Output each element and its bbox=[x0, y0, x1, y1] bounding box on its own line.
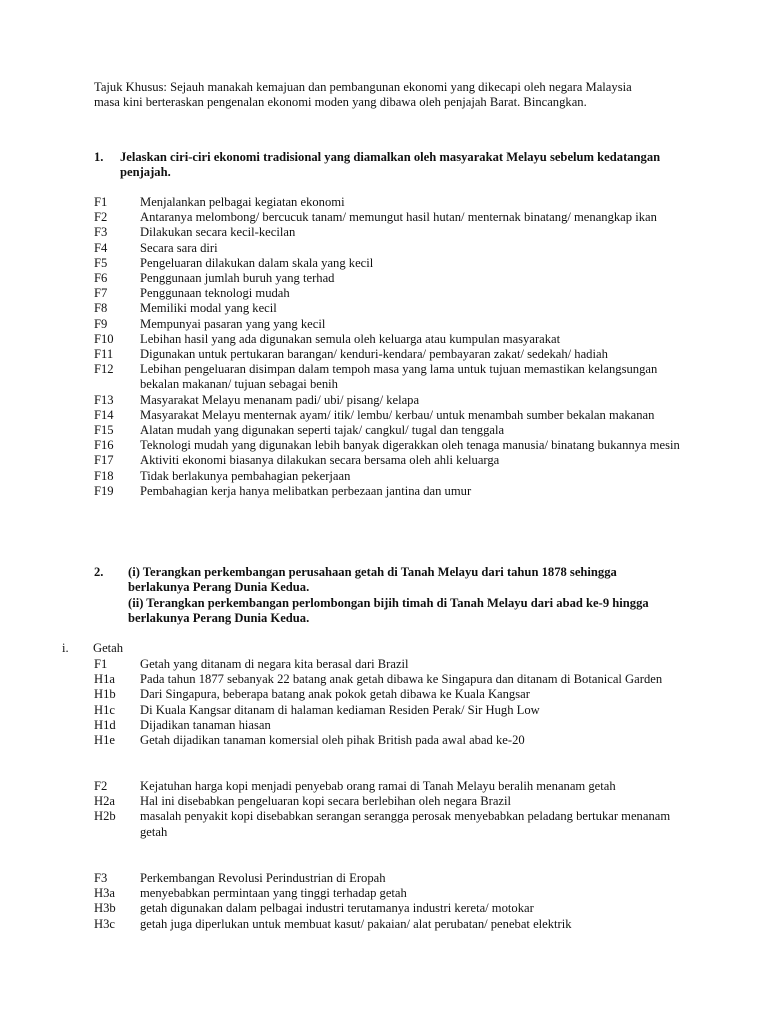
question-1-points bbox=[94, 195, 694, 499]
list-item bbox=[94, 794, 694, 809]
question-2-part-ii: (ii) Terangkan perkembangan perlombongan bijih timah di Tanah Melayu dari abad ke-9 hingga berlakunya Perang Dunia Kedua. bbox=[128, 596, 649, 626]
item-text: Alatan mudah yang digunakan seperti tajak/ cangkul/ tugal dan tenggala bbox=[140, 423, 505, 438]
item-code: H3c bbox=[94, 916, 115, 931]
item-code: F2 bbox=[94, 210, 108, 225]
getah-group-1 bbox=[94, 657, 694, 748]
item-code: F5 bbox=[94, 255, 108, 270]
list-item bbox=[94, 809, 694, 839]
item-text: Teknologi mudah yang digunakan lebih banyak digerakkan oleh tenaga manusia/ binatang bukannya mesin bbox=[140, 438, 680, 453]
list-item bbox=[94, 871, 694, 886]
item-code: F16 bbox=[94, 438, 114, 453]
list-item bbox=[94, 347, 694, 362]
list-item bbox=[94, 408, 694, 423]
item-code: F6 bbox=[94, 271, 108, 286]
item-text: Lebihan pengeluaran disimpan dalam tempoh masa yang lama untuk tujuan memastikan kelangsungan bekalan makanan/ tujuan sebagai benih bbox=[140, 362, 658, 392]
item-text: Pembahagian kerja hanya melibatkan perbezaan jantina dan umur bbox=[140, 483, 472, 498]
item-text: Dari Singapura, beberapa batang anak pokok getah dibawa ke Kuala Kangsar bbox=[140, 687, 530, 702]
item-code: F1 bbox=[94, 195, 108, 209]
item-code: H1e bbox=[94, 733, 115, 748]
item-text: Mempunyai pasaran yang yang kecil bbox=[140, 316, 326, 331]
item-text: Hal ini disebabkan pengeluaran kopi secara berlebihan oleh negara Brazil bbox=[140, 794, 512, 809]
item-text: Perkembangan Revolusi Perindustrian di Eropah bbox=[140, 871, 386, 885]
list-item bbox=[94, 672, 694, 687]
item-text: Penggunaan teknologi mudah bbox=[140, 286, 290, 301]
item-code: H2a bbox=[94, 794, 115, 809]
list-item bbox=[94, 886, 694, 901]
item-code: F17 bbox=[94, 453, 114, 468]
item-text: Dijadikan tanaman hiasan bbox=[140, 717, 271, 732]
item-code: H2b bbox=[94, 809, 116, 824]
item-text: Penggunaan jumlah buruh yang terhad bbox=[140, 271, 335, 286]
section-i-roman: i. bbox=[62, 641, 69, 655]
item-code: F19 bbox=[94, 483, 114, 498]
item-text: Pengeluaran dilakukan dalam skala yang kecil bbox=[140, 255, 374, 270]
item-text: Menjalankan pelbagai kegiatan ekonomi bbox=[140, 195, 345, 209]
list-item bbox=[94, 438, 694, 453]
item-code: F14 bbox=[94, 407, 114, 422]
item-code: F15 bbox=[94, 423, 114, 438]
item-code: F11 bbox=[94, 347, 114, 362]
question-1-number: 1. bbox=[94, 150, 104, 164]
list-item bbox=[94, 718, 694, 733]
item-text: Masyarakat Melayu menanam padi/ ubi/ pisang/ kelapa bbox=[140, 392, 420, 407]
list-item bbox=[94, 241, 694, 256]
item-code: H1c bbox=[94, 702, 115, 717]
item-code: F3 bbox=[94, 225, 108, 240]
section-i-title: Getah bbox=[93, 641, 124, 655]
item-code: F8 bbox=[94, 301, 108, 316]
question-2-number: 2. bbox=[94, 565, 104, 579]
item-text: Tidak berlakunya pembahagian pekerjaan bbox=[140, 468, 351, 483]
item-code: H1d bbox=[94, 717, 116, 732]
item-text: Kejatuhan harga kopi menjadi penyebab orang ramai di Tanah Melayu beralih menanam getah bbox=[140, 779, 616, 793]
item-text: Lebihan hasil yang ada digunakan semula oleh keluarga atau kumpulan masyarakat bbox=[140, 331, 561, 346]
list-item bbox=[94, 225, 694, 240]
item-text: masalah penyakit kopi disebabkan serangan serangga perosak menyebabkan peladang bertukar menanam getah bbox=[140, 809, 671, 839]
item-code: F9 bbox=[94, 316, 108, 331]
item-code: F7 bbox=[94, 286, 108, 301]
item-text: menyebabkan permintaan yang tinggi terhadap getah bbox=[140, 886, 407, 901]
item-text: Digunakan untuk pertukaran barangan/ kenduri-kendara/ pembayaran zakat/ sedekah/ hadiah bbox=[140, 347, 608, 362]
list-item bbox=[94, 271, 694, 286]
item-code: H3a bbox=[94, 886, 115, 901]
list-item bbox=[94, 393, 694, 408]
question-2-part-i: (i) Terangkan perkembangan perusahaan getah di Tanah Melayu dari tahun 1878 sehingga berlakunya Perang Dunia Kedua. bbox=[128, 565, 617, 595]
item-code: F3 bbox=[94, 871, 108, 885]
item-code: H1a bbox=[94, 672, 115, 687]
item-code: H3b bbox=[94, 901, 116, 916]
item-text: getah juga diperlukan untuk membuat kasut/ pakaian/ alat perubatan/ penebat elektrik bbox=[140, 916, 572, 931]
list-item bbox=[94, 332, 694, 347]
list-item bbox=[94, 917, 694, 932]
item-text: Di Kuala Kangsar ditanam di halaman kediaman Residen Perak/ Sir Hugh Low bbox=[140, 702, 540, 717]
item-code: F10 bbox=[94, 331, 114, 346]
item-text: Memiliki modal yang kecil bbox=[140, 301, 277, 316]
list-item bbox=[94, 256, 694, 271]
item-text: Dilakukan secara kecil-kecilan bbox=[140, 225, 296, 240]
list-item bbox=[94, 657, 694, 672]
list-item bbox=[94, 301, 694, 316]
item-text: Getah dijadikan tanaman komersial oleh pihak British pada awal abad ke-20 bbox=[140, 733, 525, 748]
list-item bbox=[94, 733, 694, 748]
item-text: Masyarakat Melayu menternak ayam/ itik/ lembu/ kerbau/ untuk menambah sumber bekalan makanan bbox=[140, 407, 655, 422]
list-item bbox=[94, 317, 694, 332]
list-item bbox=[94, 703, 694, 718]
question-1-text: Jelaskan ciri-ciri ekonomi tradisional yang diamalkan oleh masyarakat Melayu sebelum kedatangan penjajah. bbox=[120, 150, 661, 180]
list-item bbox=[94, 469, 694, 484]
item-code: F12 bbox=[94, 362, 114, 377]
question-1 bbox=[94, 150, 694, 182]
item-code: F2 bbox=[94, 779, 108, 793]
list-item bbox=[94, 453, 694, 468]
item-code: F18 bbox=[94, 468, 114, 483]
list-item bbox=[94, 423, 694, 438]
list-item bbox=[94, 901, 694, 916]
list-item bbox=[94, 362, 694, 392]
item-code: F4 bbox=[94, 240, 108, 255]
item-code: F1 bbox=[94, 657, 108, 671]
list-item bbox=[94, 286, 694, 301]
topic-paragraph: Tajuk Khusus: Sejauh manakah kemajuan dan pembangunan ekonomi yang dikecapi oleh negara Malaysia masa kini berteraskan pengenalan ekonomi moden yang dibawa oleh penjajah Barat. Bincangkan. bbox=[94, 80, 632, 110]
list-item bbox=[94, 779, 694, 794]
item-text: Getah yang ditanam di negara kita berasal dari Brazil bbox=[140, 657, 409, 671]
item-text: Secara sara diri bbox=[140, 240, 218, 255]
getah-group-3 bbox=[94, 871, 694, 932]
item-text: Antaranya melombong/ bercucuk tanam/ memungut hasil hutan/ menternak binatang/ menangkap ikan bbox=[140, 210, 657, 225]
question-2 bbox=[94, 565, 694, 627]
list-item bbox=[94, 210, 694, 225]
list-item bbox=[94, 195, 694, 210]
item-code: F13 bbox=[94, 392, 114, 407]
getah-group-2 bbox=[94, 779, 694, 840]
item-text: getah digunakan dalam pelbagai industri terutamanya industri kereta/ motokar bbox=[140, 901, 534, 916]
item-code: H1b bbox=[94, 687, 116, 702]
list-item bbox=[94, 687, 694, 702]
item-text: Pada tahun 1877 sebanyak 22 batang anak getah dibawa ke Singapura dan ditanam di Botanical Garden bbox=[140, 672, 663, 687]
item-text: Aktiviti ekonomi biasanya dilakukan secara bersama oleh ahli keluarga bbox=[140, 453, 500, 468]
list-item bbox=[94, 484, 694, 499]
